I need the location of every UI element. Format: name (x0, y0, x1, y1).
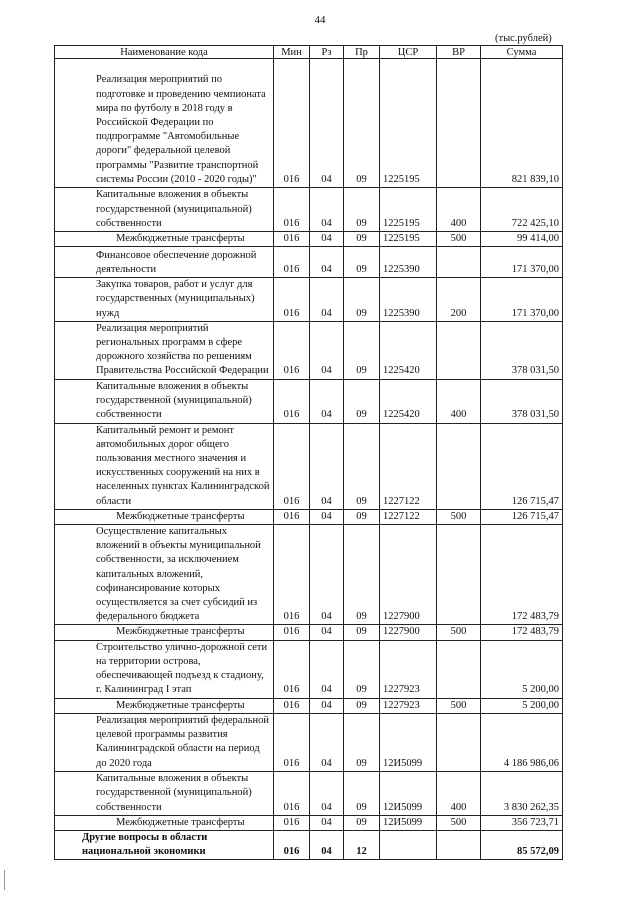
row-name-cell (55, 698, 274, 713)
row-sum: 126 715,47 (481, 509, 563, 524)
row-rz: 04 (310, 188, 344, 232)
row-pr: 09 (344, 232, 380, 247)
page-number: 44 (314, 14, 326, 26)
row-vr: 500 (437, 232, 481, 247)
row-sum: 99 414,00 (481, 232, 563, 247)
row-min: 016 (274, 509, 310, 524)
table-row (55, 321, 563, 379)
row-name-cell (55, 525, 274, 625)
row-rz: 04 (310, 59, 344, 188)
row-name: Реализация мероприятий региональных программ в сфере дорожного хозяйства по решениям Правительства Российской Федерации (96, 322, 269, 377)
row-csr: 1227900 (380, 625, 437, 640)
budget-table (54, 45, 563, 860)
row-name: Строительство улично-дорожной сети на территории острова, обеспечивающей подъезд к стадиону, г. Калининград I этап (96, 641, 268, 696)
row-csr (380, 831, 437, 860)
row-sum: 5 200,00 (481, 640, 563, 698)
row-name-cell (55, 771, 274, 815)
row-pr: 12 (344, 831, 380, 860)
row-vr (437, 423, 481, 509)
row-pr: 09 (344, 379, 380, 423)
row-csr: 1225195 (380, 188, 437, 232)
row-rz: 04 (310, 247, 344, 278)
row-name: Межбюджетные трансферты (116, 510, 245, 522)
row-pr: 09 (344, 625, 380, 640)
row-pr: 09 (344, 525, 380, 625)
table-row (55, 379, 563, 423)
row-rz: 04 (310, 625, 344, 640)
row-pr: 09 (344, 188, 380, 232)
table-row (55, 509, 563, 524)
row-pr: 09 (344, 59, 380, 188)
row-vr: 500 (437, 625, 481, 640)
header-min: Мин (274, 46, 310, 59)
row-csr: 12И5099 (380, 771, 437, 815)
row-csr: 12И5099 (380, 815, 437, 830)
row-rz: 04 (310, 321, 344, 379)
row-sum: 378 031,50 (481, 321, 563, 379)
row-vr: 500 (437, 509, 481, 524)
row-name: Межбюджетные трансферты (116, 699, 245, 711)
header-pr: Пр (344, 46, 380, 59)
row-name: Осуществление капитальных вложений в объекты муниципальной собственности, за исключением капитальных вложений, софинансирование которых осуществляется за счет субсидий из федерального бюджета (96, 526, 261, 623)
row-name: Капитальные вложения в объекты государственной (муниципальной) собственности (96, 189, 252, 229)
row-sum: 126 715,47 (481, 423, 563, 509)
table-row (55, 59, 563, 188)
row-rz: 04 (310, 771, 344, 815)
row-name-cell (55, 59, 274, 188)
row-pr: 09 (344, 771, 380, 815)
row-csr: 1227923 (380, 698, 437, 713)
row-vr (437, 321, 481, 379)
row-sum: 722 425,10 (481, 188, 563, 232)
row-min: 016 (274, 423, 310, 509)
row-csr: 12И5099 (380, 713, 437, 771)
row-min: 016 (274, 831, 310, 860)
row-csr: 1227900 (380, 525, 437, 625)
row-vr (437, 831, 481, 860)
row-min: 016 (274, 625, 310, 640)
row-min: 016 (274, 698, 310, 713)
row-rz: 04 (310, 640, 344, 698)
row-csr: 1225195 (380, 59, 437, 188)
row-pr: 09 (344, 247, 380, 278)
row-name-cell (55, 509, 274, 524)
table-row (55, 525, 563, 625)
row-name-cell (55, 278, 274, 322)
row-pr: 09 (344, 713, 380, 771)
row-min: 016 (274, 640, 310, 698)
row-sum: 5 200,00 (481, 698, 563, 713)
row-name-cell (55, 232, 274, 247)
header-rz: Рз (310, 46, 344, 59)
row-name: Межбюджетные трансферты (116, 816, 245, 828)
row-min: 016 (274, 713, 310, 771)
row-rz: 04 (310, 525, 344, 625)
row-rz: 04 (310, 423, 344, 509)
row-name: Реализация мероприятий по подготовке и проведению чемпионата мира по футболу в 2018 году в Российской Федерации по подпрограмме "Автомобильные дороги" федеральной целевой программы "Развитие транспортной системы России (2010 - 2020 годы)" (96, 74, 266, 185)
row-rz: 04 (310, 831, 344, 860)
table-row (55, 640, 563, 698)
row-sum: 3 830 262,35 (481, 771, 563, 815)
table-header-row (55, 46, 563, 59)
row-csr: 1227923 (380, 640, 437, 698)
row-min: 016 (274, 232, 310, 247)
row-name-cell (55, 815, 274, 830)
row-sum: 171 370,00 (481, 247, 563, 278)
table-row (55, 698, 563, 713)
row-csr: 1225420 (380, 379, 437, 423)
row-csr: 1225420 (380, 321, 437, 379)
row-pr: 09 (344, 815, 380, 830)
row-csr: 1225195 (380, 232, 437, 247)
row-sum: 356 723,71 (481, 815, 563, 830)
row-name: Финансовое обеспечение дорожной деятельности (96, 249, 257, 275)
row-csr: 1227122 (380, 509, 437, 524)
header-csr: ЦСР (380, 46, 437, 59)
row-pr: 09 (344, 509, 380, 524)
row-name-cell (55, 247, 274, 278)
row-min: 016 (274, 247, 310, 278)
row-name: Капитальные вложения в объекты государственной (муниципальной) собственности (96, 381, 252, 421)
row-min: 016 (274, 59, 310, 188)
row-csr: 1225390 (380, 247, 437, 278)
row-rz: 04 (310, 232, 344, 247)
row-vr: 400 (437, 771, 481, 815)
table-row (55, 278, 563, 322)
row-rz: 04 (310, 815, 344, 830)
row-name-cell (55, 831, 274, 860)
row-name: Закупка товаров, работ и услуг для государственных (муниципальных) нужд (96, 279, 255, 319)
row-name-cell (55, 321, 274, 379)
row-csr: 1227122 (380, 423, 437, 509)
row-name-cell (55, 640, 274, 698)
row-pr: 09 (344, 278, 380, 322)
row-name: Межбюджетные трансферты (116, 626, 245, 638)
row-min: 016 (274, 771, 310, 815)
table-row (55, 247, 563, 278)
row-name-cell (55, 379, 274, 423)
table-row (55, 423, 563, 509)
row-sum: 821 839,10 (481, 59, 563, 188)
row-name-cell (55, 423, 274, 509)
header-sum: Сумма (481, 46, 563, 59)
row-vr (437, 525, 481, 625)
row-rz: 04 (310, 713, 344, 771)
table-row (55, 188, 563, 232)
row-rz: 04 (310, 509, 344, 524)
row-sum: 4 186 986,06 (481, 713, 563, 771)
table-row (55, 625, 563, 640)
row-name: Межбюджетные трансферты (116, 233, 245, 244)
row-vr (437, 713, 481, 771)
row-min: 016 (274, 321, 310, 379)
row-vr (437, 59, 481, 188)
row-min: 016 (274, 379, 310, 423)
row-vr: 400 (437, 188, 481, 232)
units-label: (тыс.рублей) (495, 33, 552, 44)
table-row (55, 831, 563, 860)
row-sum: 172 483,79 (481, 525, 563, 625)
row-min: 016 (274, 525, 310, 625)
row-name-cell (55, 713, 274, 771)
table-row (55, 815, 563, 830)
row-min: 016 (274, 815, 310, 830)
row-sum: 85 572,09 (481, 831, 563, 860)
row-pr: 09 (344, 640, 380, 698)
row-rz: 04 (310, 379, 344, 423)
row-sum: 378 031,50 (481, 379, 563, 423)
row-name: Другие вопросы в области национальной экономики (82, 832, 208, 858)
margin-mark (4, 870, 5, 890)
row-csr: 1225390 (380, 278, 437, 322)
row-name: Капитальный ремонт и ремонт автомобильных дорог общего пользования местного значения и искусственных сооружений на них в населенных пунктах Калининградской области (96, 424, 270, 507)
table-row (55, 713, 563, 771)
table-row (55, 771, 563, 815)
row-name-cell (55, 188, 274, 232)
row-pr: 09 (344, 698, 380, 713)
header-name: Наименование кода (55, 46, 274, 59)
row-min: 016 (274, 278, 310, 322)
row-name-cell (55, 625, 274, 640)
row-vr: 200 (437, 278, 481, 322)
row-vr: 500 (437, 815, 481, 830)
row-pr: 09 (344, 321, 380, 379)
row-name: Реализация мероприятий федеральной целевой программы развития Калининградской области на период до 2020 года (96, 715, 270, 769)
row-rz: 04 (310, 698, 344, 713)
row-sum: 171 370,00 (481, 278, 563, 322)
row-vr: 500 (437, 698, 481, 713)
row-vr (437, 247, 481, 278)
row-vr: 400 (437, 379, 481, 423)
row-vr (437, 640, 481, 698)
row-name: Капитальные вложения в объекты государственной (муниципальной) собственности (96, 773, 252, 813)
row-sum: 172 483,79 (481, 625, 563, 640)
row-rz: 04 (310, 278, 344, 322)
table-row (55, 232, 563, 247)
row-pr: 09 (344, 423, 380, 509)
header-vr: ВР (437, 46, 481, 59)
row-min: 016 (274, 188, 310, 232)
